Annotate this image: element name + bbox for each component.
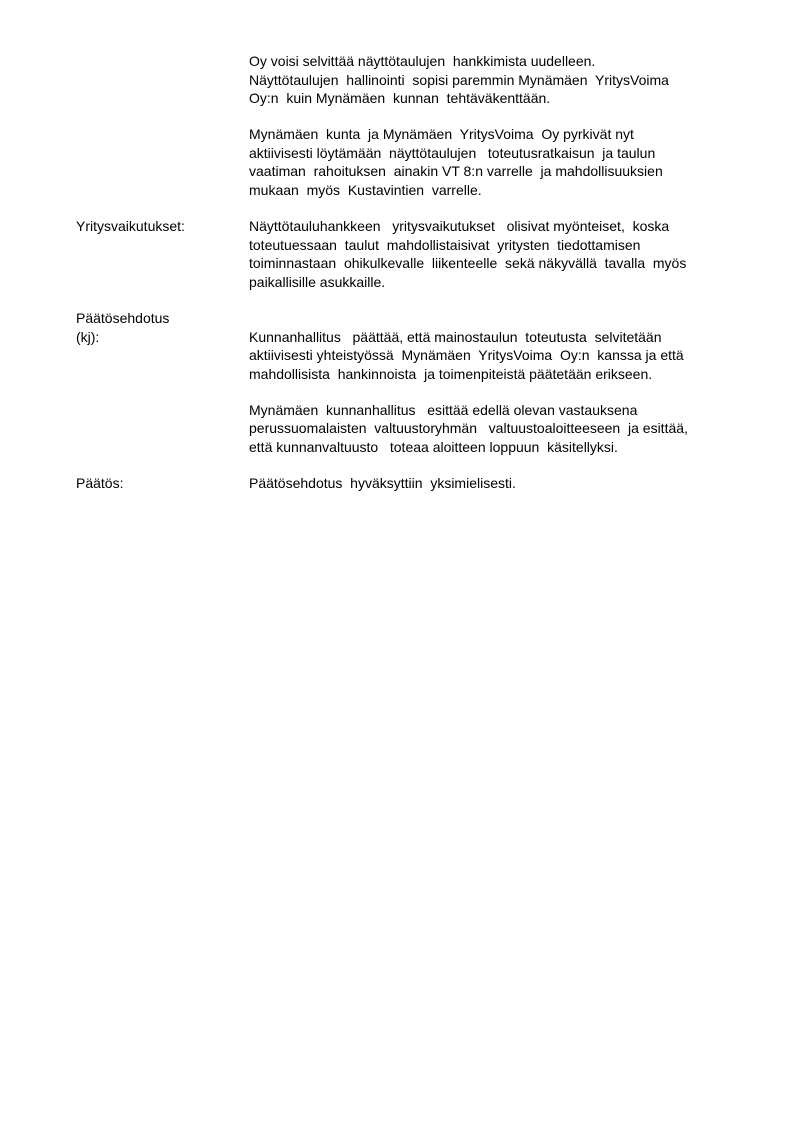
yritysvaikutukset-line-2: toteutuessaan taulut mahdollistaisivat yritysten tiedottamisen bbox=[249, 236, 641, 253]
paatosehdotus-2-line-2: perussuomalaisten valtuustoryhmän valtuustoaloitteeseen ja esittää, bbox=[249, 420, 688, 436]
yritysvaikutukset-line-3: toiminnastaan ohikulkevalle liikenteelle sekä näkyvällä tavalla myös bbox=[249, 255, 687, 271]
intro-1-line-2: Näyttötaulujen hallinointi sopisi paremmin Mynämäen YritysVoima bbox=[249, 71, 669, 88]
paatosehdotus-label-2: (kj): bbox=[76, 328, 100, 345]
intro-2-line-3: vaatiman rahoituksen ainakin VT 8:n varrelle ja mahdollisuuksien bbox=[249, 163, 663, 179]
paatos-text: Päätösehdotus hyväksyttiin yksimielisesti. bbox=[249, 475, 516, 491]
intro-1-line-1: Oy voisi selvittää näyttötaulujen hankkimista uudelleen. bbox=[249, 53, 596, 69]
paatosehdotus-1-line-1: Kunnanhallitus päättää, että mainostaulun toteutusta selvitetään bbox=[249, 328, 662, 345]
paatosehdotus-2-line-1: Mynämäen kunnanhallitus esittää edellä olevan vastauksena bbox=[249, 401, 638, 418]
intro-2-line-2: aktiivisesti löytämään näyttötaulujen toteutusratkaisun ja taulun bbox=[249, 144, 656, 161]
paatos-label: Päätös: bbox=[76, 475, 124, 491]
paatosehdotus-1-line-3: mahdollisista hankinnoista ja toimenpiteistä päätetään erikseen. bbox=[249, 365, 653, 382]
paatosehdotus-1-line-2: aktiivisesti yhteistyössä Mynämäen YritysVoima Oy:n kanssa ja että bbox=[249, 347, 684, 363]
intro-2-line-4: mukaan myös Kustavintien varrelle. bbox=[249, 181, 482, 198]
intro-2-line-1: Mynämäen kunta ja Mynämäen YritysVoima Oy pyrkivät nyt bbox=[249, 126, 634, 142]
intro-1-line-3: Oy:n kuin Mynämäen kunnan tehtäväkenttään. bbox=[249, 90, 551, 106]
yritysvaikutukset-line-4: paikallisille asukkaille. bbox=[249, 273, 386, 290]
yritysvaikutukset-line-1: Näyttötauluhankkeen yritysvaikutukset olisivat myönteiset, koska bbox=[249, 218, 670, 234]
paatosehdotus-label-1: Päätösehdotus bbox=[76, 310, 170, 326]
yritysvaikutukset-label: Yritysvaikutukset: bbox=[76, 218, 185, 234]
paatosehdotus-2-line-3: että kunnanvaltuusto toteaa aloitteen loppuun käsitellyksi. bbox=[249, 438, 618, 455]
